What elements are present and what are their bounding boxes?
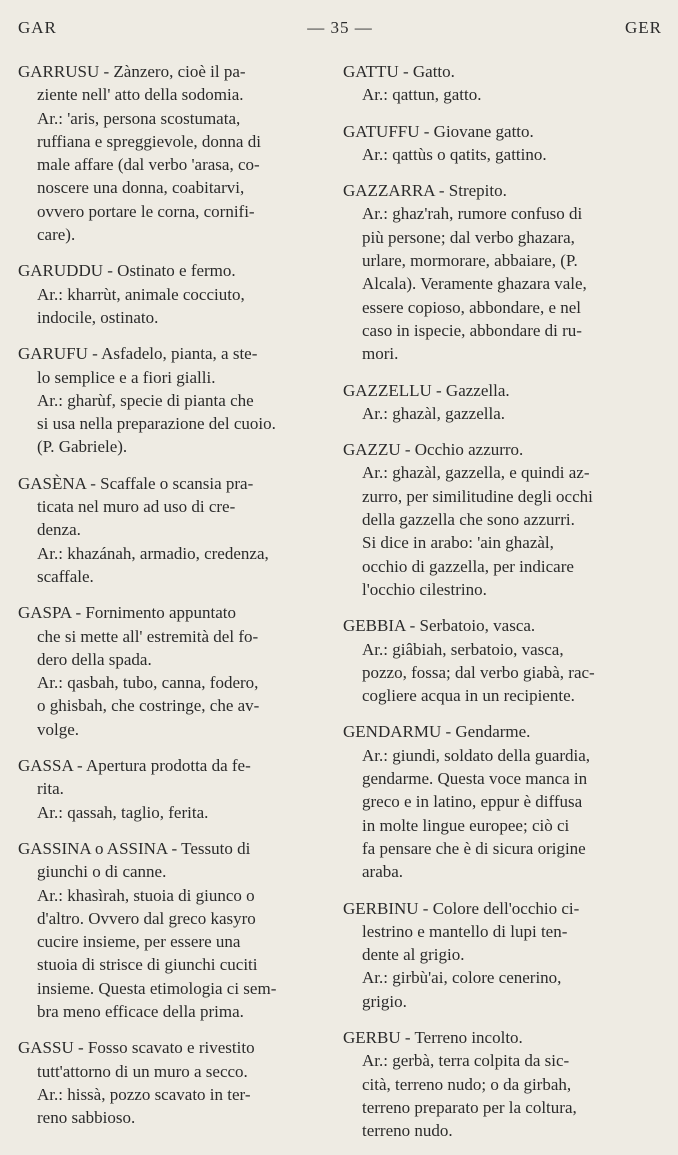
- entry-text-line: che si mette all' estremità del fo-: [37, 626, 259, 646]
- entry-headword-line: GERBINU - Colore dell'occhio ci-: [343, 898, 580, 918]
- entry-text-line: reno sabbioso.: [37, 1108, 136, 1128]
- entry-text-line: Ar.: giundi, soldato della guardia,: [362, 745, 591, 765]
- entry-text-line: Ar.: ghaz'rah, rumore confuso di: [362, 204, 583, 224]
- entry-text-line: scaffale.: [37, 566, 94, 586]
- dictionary-entry: [18, 342, 324, 458]
- entry-headword-line: GASSINA o ASSINA - Tessuto di: [18, 838, 251, 858]
- entry-text-line: lo semplice e a fiori gialli.: [37, 367, 216, 387]
- page-number: — 35 —: [307, 18, 373, 37]
- entry-headword-line: GARUFU - Asfadelo, pianta, a ste-: [18, 344, 258, 364]
- entry-text-line: urlare, mormorare, abbaiare, (P.: [362, 251, 578, 271]
- entry-headword-line: GAZZU - Occhio azzurro.: [343, 440, 524, 460]
- entry-text-line: giunchi o di canne.: [37, 862, 167, 882]
- entry-text-line: Ar.: kharrùt, animale cocciuto,: [37, 284, 245, 304]
- entry-text-line: Ar.: girbù'ai, colore cenerino,: [362, 968, 562, 988]
- entry-text-line: cità, terreno nudo; o da girbah,: [362, 1074, 572, 1094]
- entry-text-line: rita.: [37, 779, 64, 799]
- dictionary-entry: [343, 60, 649, 107]
- entry-text-line: Alcala). Veramente ghazara vale,: [362, 274, 587, 294]
- dictionary-entry: [18, 472, 324, 588]
- dictionary-entry: [18, 837, 324, 1023]
- entry-text-line: dente al grigio.: [362, 945, 465, 965]
- running-head-left: GAR: [18, 18, 57, 37]
- entry-text-line: Ar.: ghazàl, gazzella, e quindi az-: [362, 463, 590, 483]
- entry-text-line: noscere una donna, coabitarvi,: [37, 178, 245, 198]
- entry-text-line: Ar.: qattùs o qatits, gattino.: [362, 144, 547, 164]
- entry-text-line: Ar.: giâbiah, serbatoio, vasca,: [362, 639, 564, 659]
- entry-headword-line: GATTU - Gatto.: [343, 62, 455, 81]
- entry-text-line: denza.: [37, 520, 81, 540]
- entry-headword-line: GASPA - Fornimento appuntato: [18, 603, 237, 623]
- entry-text-line: l'occhio cilestrino.: [362, 579, 487, 599]
- entry-headword-line: GARUDDU - Ostinato e fermo.: [18, 261, 236, 281]
- left-column: [18, 60, 324, 1142]
- entry-text-line: Ar.: qasbah, tubo, canna, fodero,: [37, 673, 259, 693]
- entry-headword-line: GERBU - Terreno incolto.: [343, 1027, 523, 1047]
- dictionary-entry: [18, 754, 324, 824]
- entry-text-line: ticata nel muro ad uso di cre-: [37, 497, 236, 517]
- entry-text-line: Ar.: qassah, taglio, ferita.: [37, 802, 209, 822]
- entry-text-line: indocile, ostinato.: [37, 307, 159, 327]
- entry-text-line: greco e in latino, eppur è diffusa: [362, 792, 583, 812]
- entry-headword-line: GASSU - Fosso scavato e rivestito: [18, 1038, 255, 1058]
- dictionary-entry: [343, 438, 649, 601]
- entry-text-line: terreno preparato per la coltura,: [362, 1097, 577, 1117]
- entry-text-line: ziente nell' atto della sodomia.: [37, 85, 244, 105]
- entry-text-line: dero della spada.: [37, 649, 152, 669]
- entry-text-line: si usa nella preparazione del cuoio.: [37, 414, 276, 434]
- running-head: [18, 18, 662, 44]
- entry-text-line: male affare (dal verbo 'arasa, co-: [37, 155, 260, 175]
- dictionary-entry: [18, 60, 324, 246]
- entry-text-line: Si dice in arabo: 'ain ghazàl,: [362, 533, 554, 553]
- entry-text-line: cucire insieme, per essere una: [37, 932, 241, 952]
- entry-text-line: (P. Gabriele).: [37, 437, 128, 457]
- entry-headword-line: GASÈNA - Scaffale o scansia pra-: [18, 473, 254, 493]
- entry-text-line: volge.: [37, 719, 80, 739]
- entry-text-line: araba.: [362, 862, 404, 882]
- entry-headword-line: GAZZARRA - Strepito.: [343, 181, 507, 201]
- dictionary-entry: [343, 379, 649, 426]
- entry-headword-line: GARRUSU - Zànzero, cioè il pa-: [18, 62, 246, 81]
- entry-text-line: Ar.: ghazàl, gazzella.: [362, 403, 506, 423]
- entry-text-line: grigio.: [362, 991, 407, 1011]
- entry-text-line: d'altro. Ovvero dal greco kasyro: [37, 908, 256, 928]
- entry-text-line: Ar.: 'aris, persona scostumata,: [37, 108, 241, 128]
- running-head-right: GER: [625, 18, 662, 37]
- entry-text-line: in molte lingue europee; ciò ci: [362, 815, 570, 835]
- entry-text-line: lestrino e mantello di lupi ten-: [362, 921, 568, 941]
- dictionary-entry: [18, 1036, 324, 1129]
- entry-text-line: Ar.: gharùf, specie di pianta che: [37, 390, 254, 410]
- dictionary-entry: [343, 120, 649, 167]
- entry-text-line: fa pensare che è di sicura origine: [362, 838, 586, 858]
- entry-text-line: care).: [37, 225, 76, 245]
- entry-text-line: mori.: [362, 344, 399, 364]
- entry-text-line: bra meno efficace della prima.: [37, 1001, 244, 1021]
- dictionary-entry: [343, 179, 649, 365]
- dictionary-entry: [343, 614, 649, 707]
- entry-text-line: ruffiana e spreggievole, donna di: [37, 131, 261, 151]
- entry-text-line: occhio di gazzella, per indicare: [362, 556, 574, 576]
- entry-text-line: o ghisbah, che costringe, che av-: [37, 696, 260, 716]
- entry-text-line: cogliere acqua in un recipiente.: [362, 686, 575, 706]
- entry-headword-line: GEBBIA - Serbatoio, vasca.: [343, 616, 536, 636]
- entry-text-line: Ar.: khasìrah, stuoia di giunco o: [37, 885, 255, 905]
- entry-headword-line: GENDARMU - Gendarme.: [343, 722, 531, 742]
- entry-text-line: insieme. Questa etimologia ci sem-: [37, 978, 277, 998]
- entry-text-line: Ar.: hissà, pozzo scavato in ter-: [37, 1084, 251, 1104]
- entry-text-line: essere copioso, abbondare, e nel: [362, 297, 582, 317]
- dictionary-entry: [18, 259, 324, 329]
- entry-text-line: tutt'attorno di un muro a secco.: [37, 1061, 248, 1081]
- entry-headword-line: GATUFFU - Giovane gatto.: [343, 121, 534, 141]
- entry-text-line: ovvero portare le corna, cornifi-: [37, 201, 255, 221]
- entry-text-line: gendarme. Questa voce manca in: [362, 769, 588, 789]
- dictionary-entry: [343, 720, 649, 883]
- entry-text-line: stuoia di strisce di giunchi cuciti: [37, 955, 258, 975]
- entry-text-line: zurro, per similitudine degli occhi: [362, 486, 593, 506]
- dictionary-entry: [343, 1026, 649, 1142]
- entry-text-line: terreno nudo.: [362, 1121, 453, 1141]
- entry-text-line: caso in ispecie, abbondare di ru-: [362, 320, 582, 340]
- entry-text-line: Ar.: gerbà, terra colpita da sic-: [362, 1051, 570, 1071]
- entry-text-line: Ar.: qattun, gatto.: [362, 85, 482, 105]
- dictionary-entry: [18, 601, 324, 741]
- right-column: [343, 60, 649, 1155]
- entry-text-line: più persone; dal verbo ghazara,: [362, 227, 575, 247]
- entry-headword-line: GASSA - Apertura prodotta da fe-: [18, 756, 251, 776]
- dictionary-entry: [343, 897, 649, 1013]
- entry-headword-line: GAZZELLU - Gazzella.: [343, 380, 510, 400]
- entry-text-line: della gazzella che sono azzurri.: [362, 510, 575, 530]
- entry-text-line: pozzo, fossa; dal verbo giabà, rac-: [362, 662, 595, 682]
- entry-text-line: Ar.: khazánah, armadio, credenza,: [37, 543, 269, 563]
